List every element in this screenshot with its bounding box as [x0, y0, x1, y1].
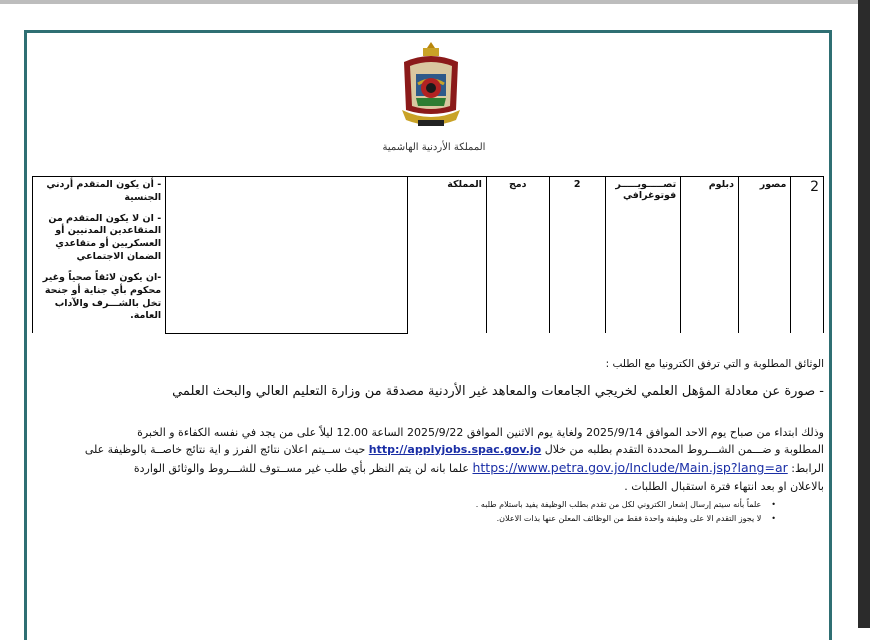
job-requirements-table	[32, 176, 824, 334]
documents-item: - صورة عن معادلة المؤهل العلمي لخريجي الجامعات والمعاهد غير الأردنية مصدقة من وزارة التعليم العالي والبحث العلمي	[172, 384, 824, 399]
count-cell: 2	[549, 177, 605, 334]
announcement-line-4: بالاعلان او بعد انتهاء فترة استقبال الطلبات .	[624, 480, 824, 493]
coat-of-arms-emblem	[396, 40, 466, 135]
row-number: 2	[791, 177, 824, 334]
documents-title: الوثائق المطلوبة و التي ترفق الكترونيا مع الطلب :	[605, 358, 824, 370]
condition-not-retired: - ان لا يكون المتقدم من المتقاعدين المدنيين أو العسكريين أو متقاعدي الضمان الاجتماعي	[48, 212, 162, 263]
petra-news-link[interactable]: https://www.petra.gov.jo/Include/Main.jsp?lang=ar	[472, 460, 788, 475]
empty-cell	[166, 177, 408, 334]
announcement-line-3-pre: الرابط:	[791, 462, 824, 475]
announcement-line-2-pre: المطلوبة و ضـــمن الشـــروط المحددة التقدم بطلبه من خلال	[544, 443, 824, 456]
notes-list	[476, 500, 776, 528]
condition-fitness: -ان يكون لائقاً صحياً وغير محكوم بأي جناية أو جنحة تخل بالشـــرف والآداب العامة.	[42, 271, 162, 322]
condition-nationality: - أن يكون المتقدم أردني الجنسية	[46, 179, 162, 203]
announcement-line-1: وذلك ابتداء من صباح يوم الاحد الموافق 2025/9/14 ولغاية يوم الاثنين الموافق 2025/9/22 الساعة 12.00 ليلاً على من يجد في نفسه الكفاءة و الخبرة	[137, 426, 824, 439]
announcement-line-2	[86, 443, 824, 456]
window-scrollbar[interactable]	[858, 0, 870, 628]
announcement-line-3	[86, 460, 824, 475]
location-cell: المملكة	[408, 177, 487, 334]
list-item: • علماً بأنه سيتم إرسال إشعار الكتروني لكل من تقدم بطلب الوظيفة يفيد باستلام طلبه .	[476, 500, 776, 509]
conditions-cell	[33, 177, 166, 334]
list-item: • لا يجوز التقدم الا على وظيفة واحدة فقط من الوظائف المعلن عنها بذات الاعلان.	[476, 514, 776, 523]
apply-jobs-link[interactable]: http://applyjobs.spac.gov.jo	[368, 443, 542, 456]
announcement-line-2-post: حيث ســيتم اعلان نتائج الفرز و اية نتائج خاصــة بالوظيفة على	[84, 443, 366, 456]
job-title-cell: مصور	[738, 177, 790, 334]
type-cell: دمج	[486, 177, 549, 334]
announcement-line-3-post: علما بانه لن يتم النظر بأي طلب غير مســتوف للشـــروط والوثائق الواردة	[133, 462, 469, 475]
degree-cell: دبلوم	[681, 177, 739, 334]
window-top-edge	[0, 0, 870, 4]
kingdom-name: المملكة الأردنية الهاشمية	[382, 142, 486, 153]
table-row	[33, 177, 824, 334]
specialization-cell: تصـــــويـــــر فوتوغرافي	[605, 177, 680, 334]
